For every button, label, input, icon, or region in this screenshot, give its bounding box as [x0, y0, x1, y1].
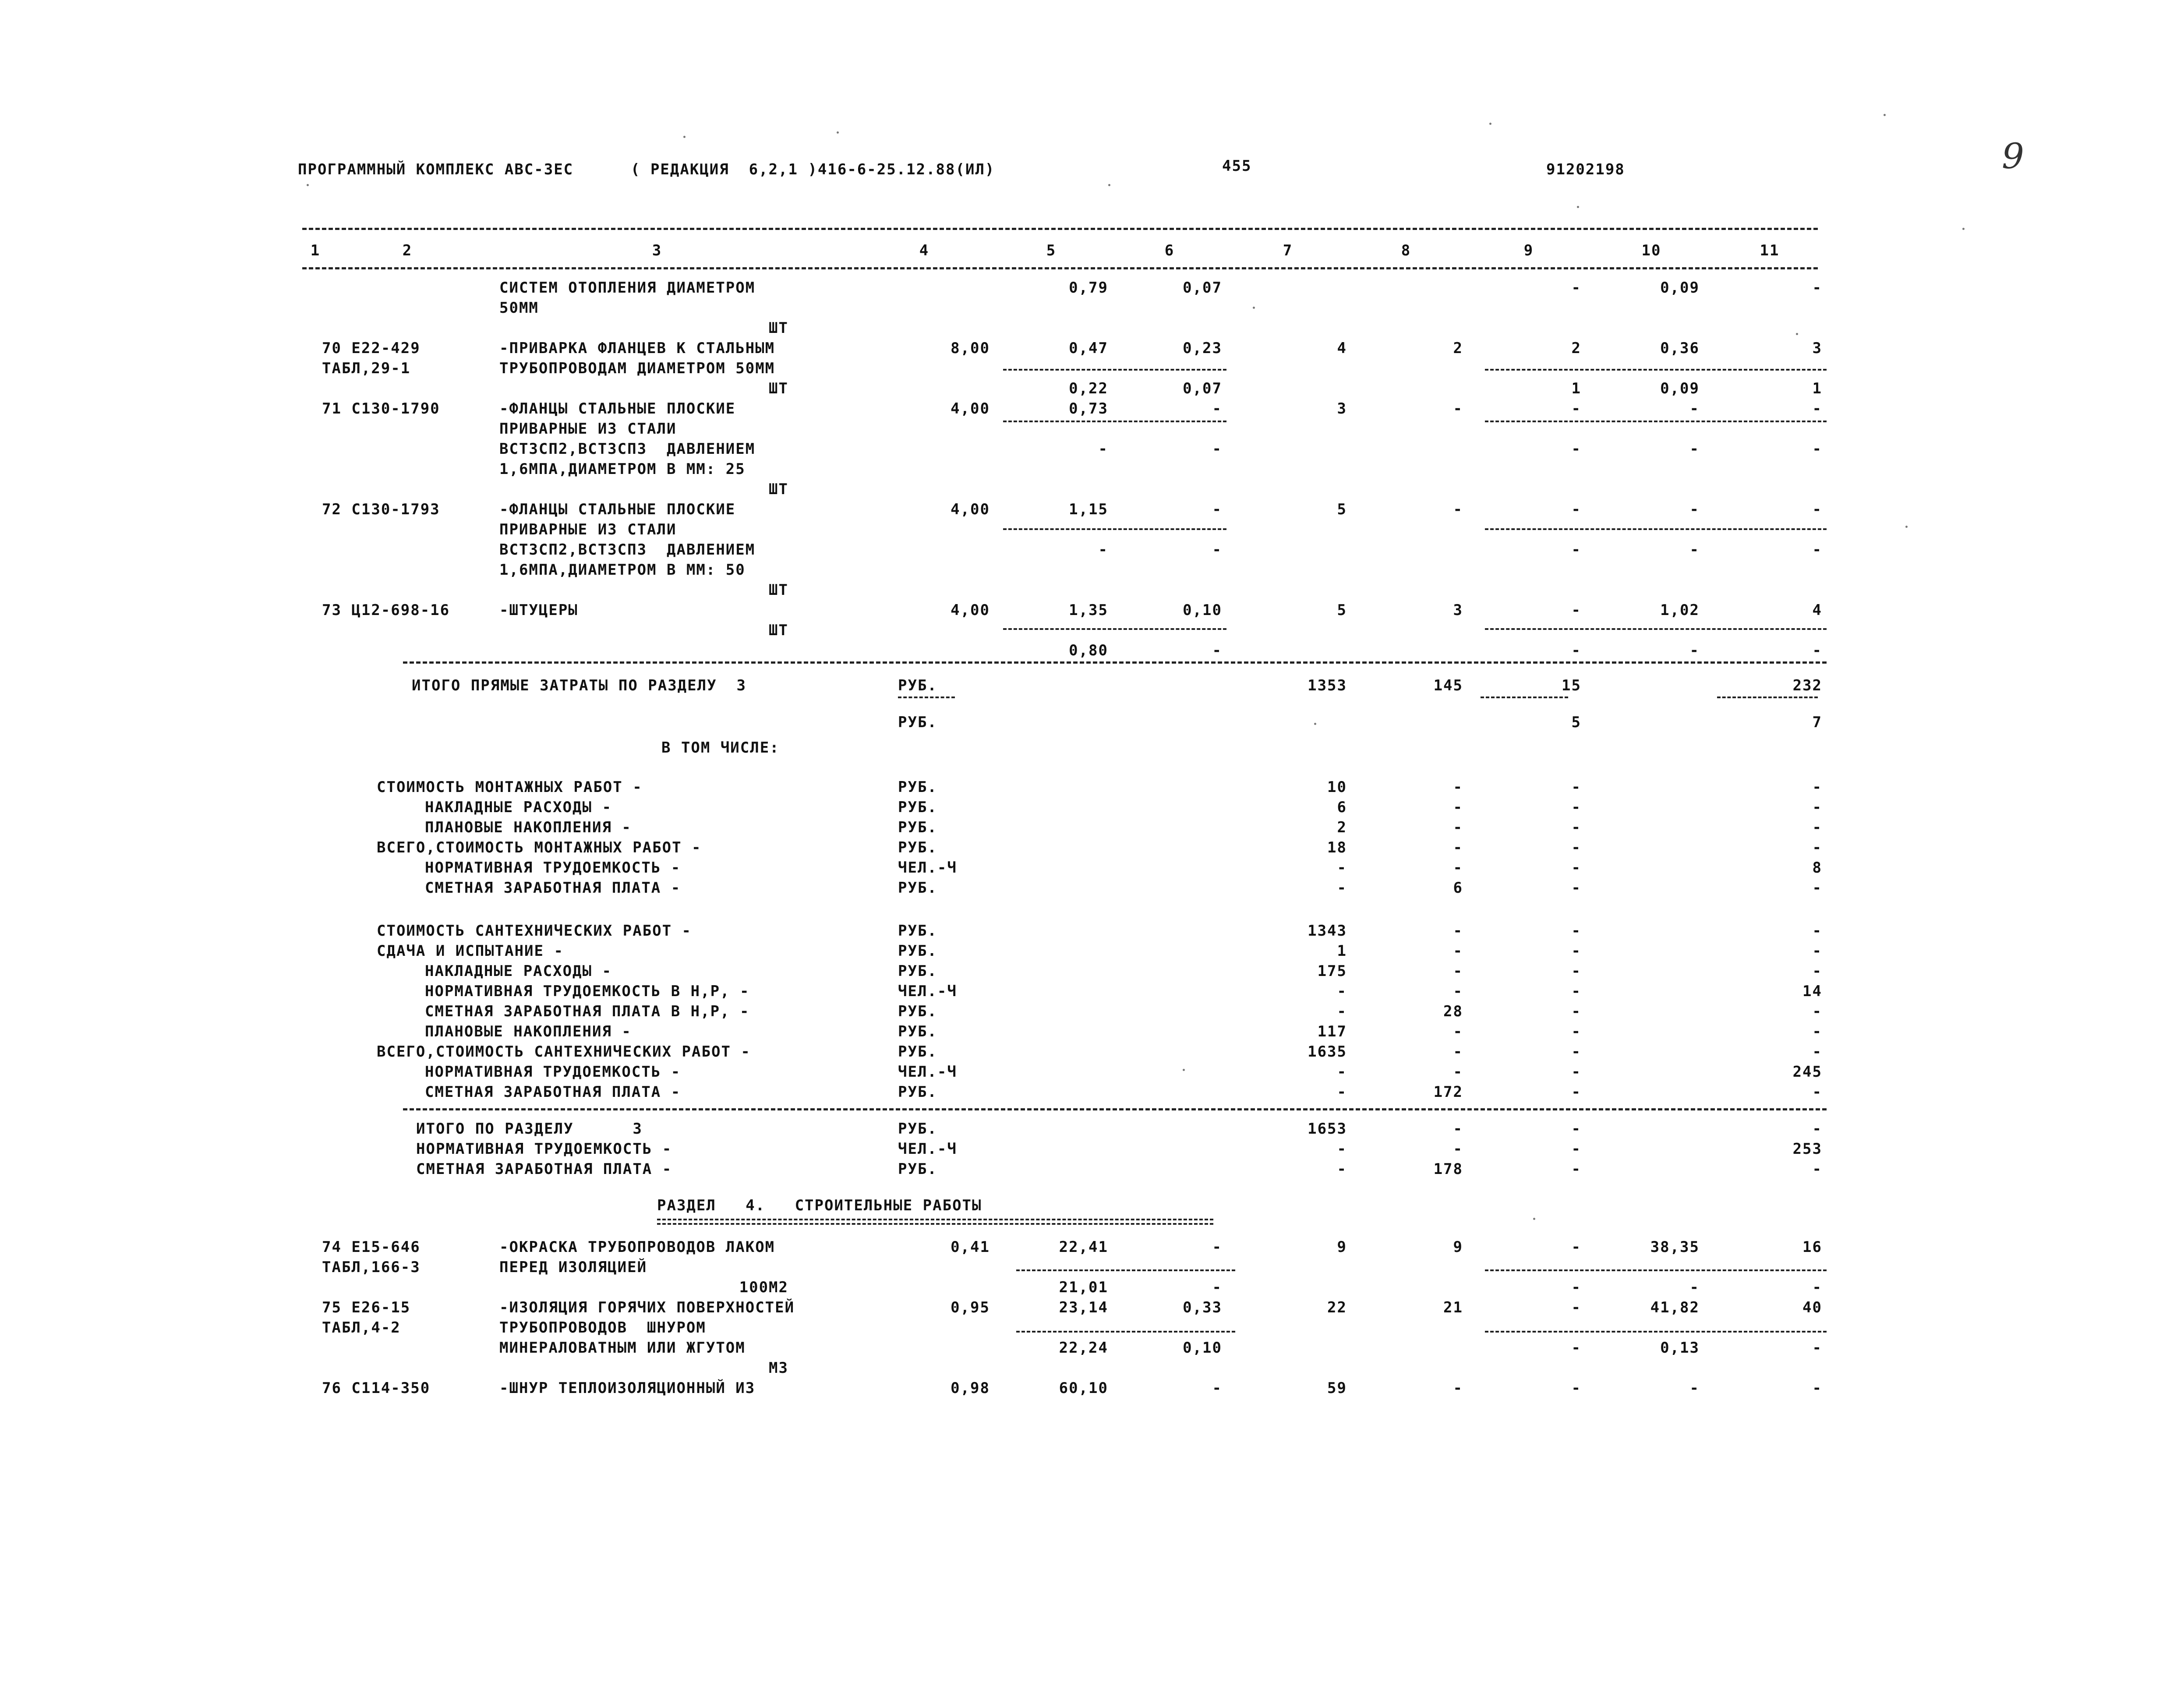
- cell-c9: -: [1571, 601, 1581, 619]
- cell-c9: -: [1571, 1379, 1581, 1397]
- summary-unit: ЧЕЛ.-Ч: [898, 859, 957, 877]
- cell-c6: 0,10: [1183, 601, 1222, 619]
- cell-c10: -: [1689, 1279, 1700, 1296]
- summary-unit: РУБ.: [898, 799, 937, 816]
- cell-c7: 1: [1337, 942, 1347, 960]
- column-header-9: 9: [1523, 242, 1534, 259]
- cell-c9: 1: [1571, 380, 1581, 397]
- cell-c7: 117: [1317, 1023, 1347, 1040]
- summary-label: СМЕТНАЯ ЗАРАБОТНАЯ ПЛАТА -: [425, 879, 681, 897]
- cell-c5: 0,73: [1069, 400, 1108, 417]
- cell-c8: -: [1453, 1140, 1463, 1158]
- cell-c9: -: [1571, 1063, 1581, 1081]
- total-direct-c7: 1353: [1308, 677, 1347, 694]
- cell-c11: 245: [1792, 1063, 1822, 1081]
- header-rule-top: [302, 228, 1818, 230]
- cell-c5: 0,22: [1069, 380, 1108, 397]
- cell-c7: -: [1337, 1083, 1347, 1101]
- cell-c8: 2: [1453, 339, 1463, 357]
- summary-unit: ЧЕЛ.-Ч: [898, 1063, 957, 1081]
- cell-c7: -: [1337, 1063, 1347, 1081]
- total-direct-c8: 145: [1433, 677, 1463, 694]
- subtotal-rule-b-3: [1485, 628, 1827, 630]
- cell-c11: -: [1812, 1379, 1822, 1397]
- scan-speck: [837, 131, 839, 134]
- cell-c8: 3: [1453, 601, 1463, 619]
- summary-label: НАКЛАДНЫЕ РАСХОДЫ -: [425, 799, 612, 816]
- total-rule: [403, 661, 1827, 664]
- scan-speck: [1905, 526, 1908, 528]
- cell-c10: 41,82: [1650, 1299, 1700, 1316]
- unit-label: 100М2: [739, 1279, 788, 1296]
- cell-c10: 0,13: [1660, 1339, 1700, 1357]
- item-description: ПЕРЕД ИЗОЛЯЦИЕЙ: [499, 1259, 647, 1276]
- cell-c11: -: [1812, 501, 1822, 518]
- summary-unit: РУБ.: [898, 879, 937, 897]
- cell-c9: -: [1571, 1160, 1581, 1178]
- cell-c9: -: [1571, 400, 1581, 417]
- subtotal-rule-3: [1003, 628, 1226, 630]
- cell-c6: -: [1212, 400, 1222, 417]
- cell-c11: -: [1812, 400, 1822, 417]
- scan-speck: [683, 136, 686, 138]
- column-header-2: 2: [402, 242, 413, 259]
- summary-label: ВСЕГО,СТОИМОСТЬ САНТЕХНИЧЕСКИХ РАБОТ -: [377, 1043, 751, 1061]
- cell-c10: -: [1689, 400, 1700, 417]
- document-code: 91202198: [1546, 161, 1625, 178]
- cell-c8: 6: [1453, 879, 1463, 897]
- item-description: -ФЛАНЦЫ СТАЛЬНЫЕ ПЛОСКИЕ: [499, 501, 736, 518]
- section-total-rule: [403, 1108, 1827, 1110]
- cell-c9: -: [1571, 1083, 1581, 1101]
- item-code: ТАБЛ,4-2: [322, 1319, 401, 1336]
- summary-label: ВСЕГО,СТОИМОСТЬ МОНТАЖНЫХ РАБОТ -: [377, 839, 702, 856]
- cell-c8: -: [1453, 1023, 1463, 1040]
- cell-c7: -: [1337, 1140, 1347, 1158]
- cell-c11: -: [1812, 1003, 1822, 1020]
- unit-label: ШТ: [769, 380, 788, 397]
- summary-label: СТОИМОСТЬ САНТЕХНИЧЕСКИХ РАБОТ -: [377, 922, 692, 940]
- cell-c8: -: [1453, 400, 1463, 417]
- cell-c11: 8: [1812, 859, 1822, 877]
- summary-label: НОРМАТИВНАЯ ТРУДОЕМКОСТЬ -: [425, 859, 681, 877]
- cell-c9: -: [1571, 1003, 1581, 1020]
- total-direct-label: ИТОГО ПРЯМЫЕ ЗАТРАТЫ ПО РАЗДЕЛУ 3: [412, 677, 746, 694]
- cell-c11: -: [1812, 1043, 1822, 1061]
- scan-speck: [1183, 1069, 1185, 1071]
- cell-c4: 0,98: [951, 1379, 990, 1397]
- cell-c8: -: [1453, 1120, 1463, 1138]
- unit-label: ШТ: [769, 319, 788, 337]
- cell-c11: -: [1812, 922, 1822, 940]
- cell-c10: -: [1689, 642, 1700, 659]
- item-description: -ПРИВАРКА ФЛАНЦЕВ К СТАЛЬНЫМ: [499, 339, 775, 357]
- cell-c9: -: [1571, 1140, 1581, 1158]
- item-description: -ИЗОЛЯЦИЯ ГОРЯЧИХ ПОВЕРХНОСТЕЙ: [499, 1299, 795, 1316]
- item-description: ТРУБОПРОВОДОВ ШНУРОМ: [499, 1319, 706, 1336]
- cell-c6: -: [1212, 642, 1222, 659]
- program-name: ПРОГРАММНЫЙ КОМПЛЕКС АВС-3ЕС: [298, 161, 574, 178]
- cell-c9: -: [1571, 983, 1581, 1000]
- cell-c8: -: [1453, 942, 1463, 960]
- cell-c11: -: [1812, 799, 1822, 816]
- cell-c7: 5: [1337, 601, 1347, 619]
- section-total-label: СМЕТНАЯ ЗАРАБОТНАЯ ПЛАТА -: [416, 1160, 672, 1178]
- cell-c9: 2: [1571, 339, 1581, 357]
- s4-subrule-0: [1016, 1269, 1235, 1271]
- cell-c11: -: [1812, 1339, 1822, 1357]
- item-description: МИНЕРАЛОВАТНЫМ ИЛИ ЖГУТОМ: [499, 1339, 746, 1357]
- item-code: 75 Е26-15: [322, 1299, 411, 1316]
- cell-c11: -: [1812, 1083, 1822, 1101]
- cell-c11: -: [1812, 440, 1822, 458]
- item-description: -ШНУР ТЕПЛОИЗОЛЯЦИОННЫЙ ИЗ: [499, 1379, 756, 1397]
- cell-c7: 6: [1337, 799, 1347, 816]
- cell-c10: -: [1689, 501, 1700, 518]
- summary-unit: РУБ.: [898, 962, 937, 980]
- cell-c6: 0,23: [1183, 339, 1222, 357]
- summary-label: НОРМАТИВНАЯ ТРУДОЕМКОСТЬ -: [425, 1063, 681, 1081]
- total-c11-rule: [1717, 696, 1818, 698]
- cell-c8: 28: [1443, 1003, 1463, 1020]
- cell-c7: -: [1337, 879, 1347, 897]
- cell-c7: 10: [1327, 778, 1347, 796]
- cell-c8: -: [1453, 839, 1463, 856]
- cell-c7: 4: [1337, 339, 1347, 357]
- cell-c8: 9: [1453, 1238, 1463, 1256]
- s4-subrule-1: [1016, 1331, 1235, 1333]
- cell-c10: -: [1689, 440, 1700, 458]
- scan-speck: [1533, 1218, 1535, 1220]
- cell-c4: 8,00: [951, 339, 990, 357]
- s4-subrule-b-1: [1485, 1331, 1827, 1333]
- item-description: 50ММ: [499, 299, 539, 317]
- cell-c5: 23,14: [1059, 1299, 1108, 1316]
- item-code: 73 Ц12-698-16: [322, 601, 450, 619]
- cell-c11: 253: [1792, 1140, 1822, 1158]
- total-unit-rule: [898, 696, 955, 698]
- cell-c9: -: [1571, 819, 1581, 836]
- cell-c5: -: [1098, 440, 1108, 458]
- section-total-label: ИТОГО ПО РАЗДЕЛУ 3: [416, 1120, 643, 1138]
- cell-c11: -: [1812, 778, 1822, 796]
- cell-c5: 1,35: [1069, 601, 1108, 619]
- cell-c9: -: [1571, 501, 1581, 518]
- section4-underline: [657, 1219, 1213, 1225]
- cell-c11: -: [1812, 942, 1822, 960]
- cell-c6: -: [1212, 1379, 1222, 1397]
- cell-c11: 40: [1802, 1299, 1822, 1316]
- including-label: В ТОМ ЧИСЛЕ:: [661, 739, 780, 757]
- cell-c8: -: [1453, 778, 1463, 796]
- item-code: 74 Е15-646: [322, 1238, 421, 1256]
- column-header-6: 6: [1164, 242, 1175, 259]
- item-code: 70 Е22-429: [322, 339, 421, 357]
- summary-unit: РУБ.: [898, 1043, 937, 1061]
- cell-c8: -: [1453, 1043, 1463, 1061]
- cell-c11: 1: [1812, 380, 1822, 397]
- cell-c7: 1343: [1308, 922, 1347, 940]
- cell-c10: 0,09: [1660, 380, 1700, 397]
- cell-c11: -: [1812, 1120, 1822, 1138]
- cell-c8: -: [1453, 1063, 1463, 1081]
- cell-c4: 0,95: [951, 1299, 990, 1316]
- cell-c11: -: [1812, 642, 1822, 659]
- item-description: 1,6МПА,ДИАМЕТРОМ В ММ: 25: [499, 460, 746, 478]
- cell-c9: -: [1571, 778, 1581, 796]
- cell-c8: -: [1453, 819, 1463, 836]
- cell-c8: 178: [1433, 1160, 1463, 1178]
- summary-unit: РУБ.: [898, 922, 937, 940]
- item-description: ТРУБОПРОВОДАМ ДИАМЕТРОМ 50ММ: [499, 360, 775, 377]
- cell-c11: -: [1812, 962, 1822, 980]
- cell-c4: 0,41: [951, 1238, 990, 1256]
- cell-c7: 5: [1337, 501, 1347, 518]
- unit-label: М3: [769, 1359, 788, 1377]
- cell-c7: 1653: [1308, 1120, 1347, 1138]
- cell-c5: 22,41: [1059, 1238, 1108, 1256]
- unit-label: ШТ: [769, 581, 788, 599]
- scan-speck: [1253, 307, 1255, 309]
- cell-c9: -: [1571, 541, 1581, 559]
- section-total-unit: РУБ.: [898, 1120, 937, 1138]
- cell-c10: 0,36: [1660, 339, 1700, 357]
- summary-label: НАКЛАДНЫЕ РАСХОДЫ -: [425, 962, 612, 980]
- column-header-1: 1: [310, 242, 321, 259]
- item-description: СИСТЕМ ОТОПЛЕНИЯ ДИАМЕТРОМ: [499, 279, 756, 297]
- column-header-7: 7: [1283, 242, 1293, 259]
- cell-c6: 0,07: [1183, 380, 1222, 397]
- s4-subrule-b-0: [1485, 1269, 1827, 1271]
- cell-c7: 9: [1337, 1238, 1347, 1256]
- subtotal-rule-0: [1003, 369, 1226, 371]
- scan-speck: [1884, 114, 1886, 116]
- item-description: 1,6МПА,ДИАМЕТРОМ В ММ: 50: [499, 561, 746, 579]
- cell-c9: -: [1571, 1043, 1581, 1061]
- cell-c9: -: [1571, 859, 1581, 877]
- column-header-3: 3: [652, 242, 662, 259]
- subtotal-rule-b-0: [1485, 369, 1827, 371]
- cell-c6: 0,10: [1183, 1339, 1222, 1357]
- summary-unit: РУБ.: [898, 1023, 937, 1040]
- cell-c9: -: [1571, 922, 1581, 940]
- scan-speck: [1489, 123, 1491, 125]
- cell-c5: -: [1098, 541, 1108, 559]
- subtotal-rule-2: [1003, 528, 1226, 530]
- cell-c5: 60,10: [1059, 1379, 1108, 1397]
- cell-c7: 1635: [1308, 1043, 1347, 1061]
- cell-c9: -: [1571, 879, 1581, 897]
- cell-c9: -: [1571, 440, 1581, 458]
- cell-c11: -: [1812, 1279, 1822, 1296]
- total-c9-rule: [1481, 696, 1568, 698]
- cell-c11: -: [1812, 541, 1822, 559]
- cell-c6: -: [1212, 440, 1222, 458]
- summary-label: СМЕТНАЯ ЗАРАБОТНАЯ ПЛАТА -: [425, 1083, 681, 1101]
- page-number: 455: [1222, 157, 1252, 175]
- total-direct-unit2: РУБ.: [898, 714, 937, 731]
- summary-unit: РУБ.: [898, 1083, 937, 1101]
- column-header-10: 10: [1641, 242, 1661, 259]
- cell-c7: -: [1337, 859, 1347, 877]
- cell-c9: -: [1571, 839, 1581, 856]
- cell-c9: -: [1571, 1023, 1581, 1040]
- cell-c8: -: [1453, 922, 1463, 940]
- cell-c5: 0,80: [1069, 642, 1108, 659]
- summary-label: СТОИМОСТЬ МОНТАЖНЫХ РАБОТ -: [377, 778, 643, 796]
- cell-c9: -: [1571, 1238, 1581, 1256]
- scan-speck: [1577, 206, 1579, 208]
- section-total-label: НОРМАТИВНАЯ ТРУДОЕМКОСТЬ -: [416, 1140, 672, 1158]
- unit-label: ШТ: [769, 481, 788, 498]
- item-code: 71 С130-1790: [322, 400, 440, 417]
- item-description: -ФЛАНЦЫ СТАЛЬНЫЕ ПЛОСКИЕ: [499, 400, 736, 417]
- section-total-unit: РУБ.: [898, 1160, 937, 1178]
- summary-unit: РУБ.: [898, 819, 937, 836]
- total-direct-unit: РУБ.: [898, 677, 937, 694]
- total-direct-c11: 232: [1792, 677, 1822, 694]
- cell-c9: -: [1571, 1120, 1581, 1138]
- summary-unit: РУБ.: [898, 778, 937, 796]
- total-direct-c11b: 7: [1812, 714, 1822, 731]
- scan-speck: [307, 184, 309, 186]
- cell-c5: 21,01: [1059, 1279, 1108, 1296]
- cell-c8: -: [1453, 859, 1463, 877]
- item-description: ВСТ3СП2,ВСТ3СП3 ДАВЛЕНИЕМ: [499, 541, 756, 559]
- cell-c8: -: [1453, 799, 1463, 816]
- cell-c11: -: [1812, 879, 1822, 897]
- section-total-unit: ЧЕЛ.-Ч: [898, 1140, 957, 1158]
- cell-c7: -: [1337, 983, 1347, 1000]
- summary-label: НОРМАТИВНАЯ ТРУДОЕМКОСТЬ В Н,Р, -: [425, 983, 750, 1000]
- cell-c8: -: [1453, 501, 1463, 518]
- cell-c9: -: [1571, 279, 1581, 297]
- unit-label: ШТ: [769, 622, 788, 639]
- cell-c4: 4,00: [951, 601, 990, 619]
- summary-unit: РУБ.: [898, 1003, 937, 1020]
- subtotal-rule-1: [1003, 421, 1226, 422]
- cell-c9: -: [1571, 1339, 1581, 1357]
- cell-c11: 16: [1802, 1238, 1822, 1256]
- cell-c9: -: [1571, 1279, 1581, 1296]
- item-code: 76 С114-350: [322, 1379, 431, 1397]
- total-direct-c9: 15: [1562, 677, 1581, 694]
- cell-c8: 172: [1433, 1083, 1463, 1101]
- scan-speck: [1108, 184, 1110, 186]
- cell-c9: -: [1571, 962, 1581, 980]
- cell-c6: -: [1212, 1279, 1222, 1296]
- item-description: ПРИВАРНЫЕ ИЗ СТАЛИ: [499, 521, 677, 538]
- column-header-11: 11: [1760, 242, 1780, 259]
- cell-c11: -: [1812, 839, 1822, 856]
- cell-c9: -: [1571, 642, 1581, 659]
- cell-c9: -: [1571, 1299, 1581, 1316]
- cell-c11: -: [1812, 819, 1822, 836]
- summary-unit: РУБ.: [898, 839, 937, 856]
- cell-c10: 38,35: [1650, 1238, 1700, 1256]
- cell-c7: -: [1337, 1003, 1347, 1020]
- cell-c7: 59: [1327, 1379, 1347, 1397]
- cell-c7: -: [1337, 1160, 1347, 1178]
- cell-c6: 0,33: [1183, 1299, 1222, 1316]
- cell-c11: -: [1812, 1023, 1822, 1040]
- column-header-8: 8: [1401, 242, 1411, 259]
- cell-c8: 21: [1443, 1299, 1463, 1316]
- scan-speck: [1962, 228, 1965, 230]
- summary-label: ПЛАНОВЫЕ НАКОПЛЕНИЯ -: [425, 819, 632, 836]
- summary-unit: ЧЕЛ.-Ч: [898, 983, 957, 1000]
- column-header-5: 5: [1046, 242, 1057, 259]
- cell-c6: 0,07: [1183, 279, 1222, 297]
- cell-c6: -: [1212, 1238, 1222, 1256]
- item-code: ТАБЛ,166-3: [322, 1259, 421, 1276]
- cell-c10: -: [1689, 541, 1700, 559]
- handwritten-page-number: 9: [2002, 136, 2024, 177]
- cell-c7: 18: [1327, 839, 1347, 856]
- cell-c8: -: [1453, 962, 1463, 980]
- item-description: ПРИВАРНЫЕ ИЗ СТАЛИ: [499, 420, 677, 438]
- cell-c10: 0,09: [1660, 279, 1700, 297]
- cell-c7: 3: [1337, 400, 1347, 417]
- cell-c5: 0,79: [1069, 279, 1108, 297]
- cell-c5: 1,15: [1069, 501, 1108, 518]
- cell-c9: -: [1571, 799, 1581, 816]
- item-code: 72 С130-1793: [322, 501, 440, 518]
- edition-info: ( РЕДАКЦИЯ 6,2,1 )416-6-25.12.88(ИЛ): [631, 161, 995, 178]
- header-rule-bottom: [302, 267, 1818, 269]
- total-direct-c9b: 5: [1571, 714, 1581, 731]
- subtotal-rule-b-2: [1485, 528, 1827, 530]
- section4-title: РАЗДЕЛ 4. СТРОИТЕЛЬНЫЕ РАБОТЫ: [657, 1197, 982, 1214]
- cell-c10: 1,02: [1660, 601, 1700, 619]
- item-description: -ОКРАСКА ТРУБОПРОВОДОВ ЛАКОМ: [499, 1238, 775, 1256]
- cell-c6: -: [1212, 541, 1222, 559]
- cell-c11: -: [1812, 279, 1822, 297]
- cell-c10: -: [1689, 1379, 1700, 1397]
- column-header-4: 4: [919, 242, 929, 259]
- cell-c11: 4: [1812, 601, 1822, 619]
- cell-c7: 22: [1327, 1299, 1347, 1316]
- summary-unit: РУБ.: [898, 942, 937, 960]
- summary-label: СДАЧА И ИСПЫТАНИЕ -: [377, 942, 564, 960]
- cell-c4: 4,00: [951, 501, 990, 518]
- cell-c5: 22,24: [1059, 1339, 1108, 1357]
- item-code: ТАБЛ,29-1: [322, 360, 411, 377]
- item-description: -ШТУЦЕРЫ: [499, 601, 578, 619]
- summary-label: ПЛАНОВЫЕ НАКОПЛЕНИЯ -: [425, 1023, 632, 1040]
- cell-c6: -: [1212, 501, 1222, 518]
- summary-label: СМЕТНАЯ ЗАРАБОТНАЯ ПЛАТА В Н,Р, -: [425, 1003, 750, 1020]
- cell-c7: 2: [1337, 819, 1347, 836]
- cell-c8: -: [1453, 1379, 1463, 1397]
- cell-c11: 3: [1812, 339, 1822, 357]
- cell-c9: -: [1571, 942, 1581, 960]
- cell-c8: -: [1453, 983, 1463, 1000]
- item-description: ВСТ3СП2,ВСТ3СП3 ДАВЛЕНИЕМ: [499, 440, 756, 458]
- subtotal-rule-b-1: [1485, 421, 1827, 422]
- cell-c7: 175: [1317, 962, 1347, 980]
- cell-c4: 4,00: [951, 400, 990, 417]
- cell-c5: 0,47: [1069, 339, 1108, 357]
- cell-c11: 14: [1802, 983, 1822, 1000]
- scan-speck: [1314, 723, 1316, 725]
- scan-speck: [1796, 333, 1798, 335]
- cell-c11: -: [1812, 1160, 1822, 1178]
